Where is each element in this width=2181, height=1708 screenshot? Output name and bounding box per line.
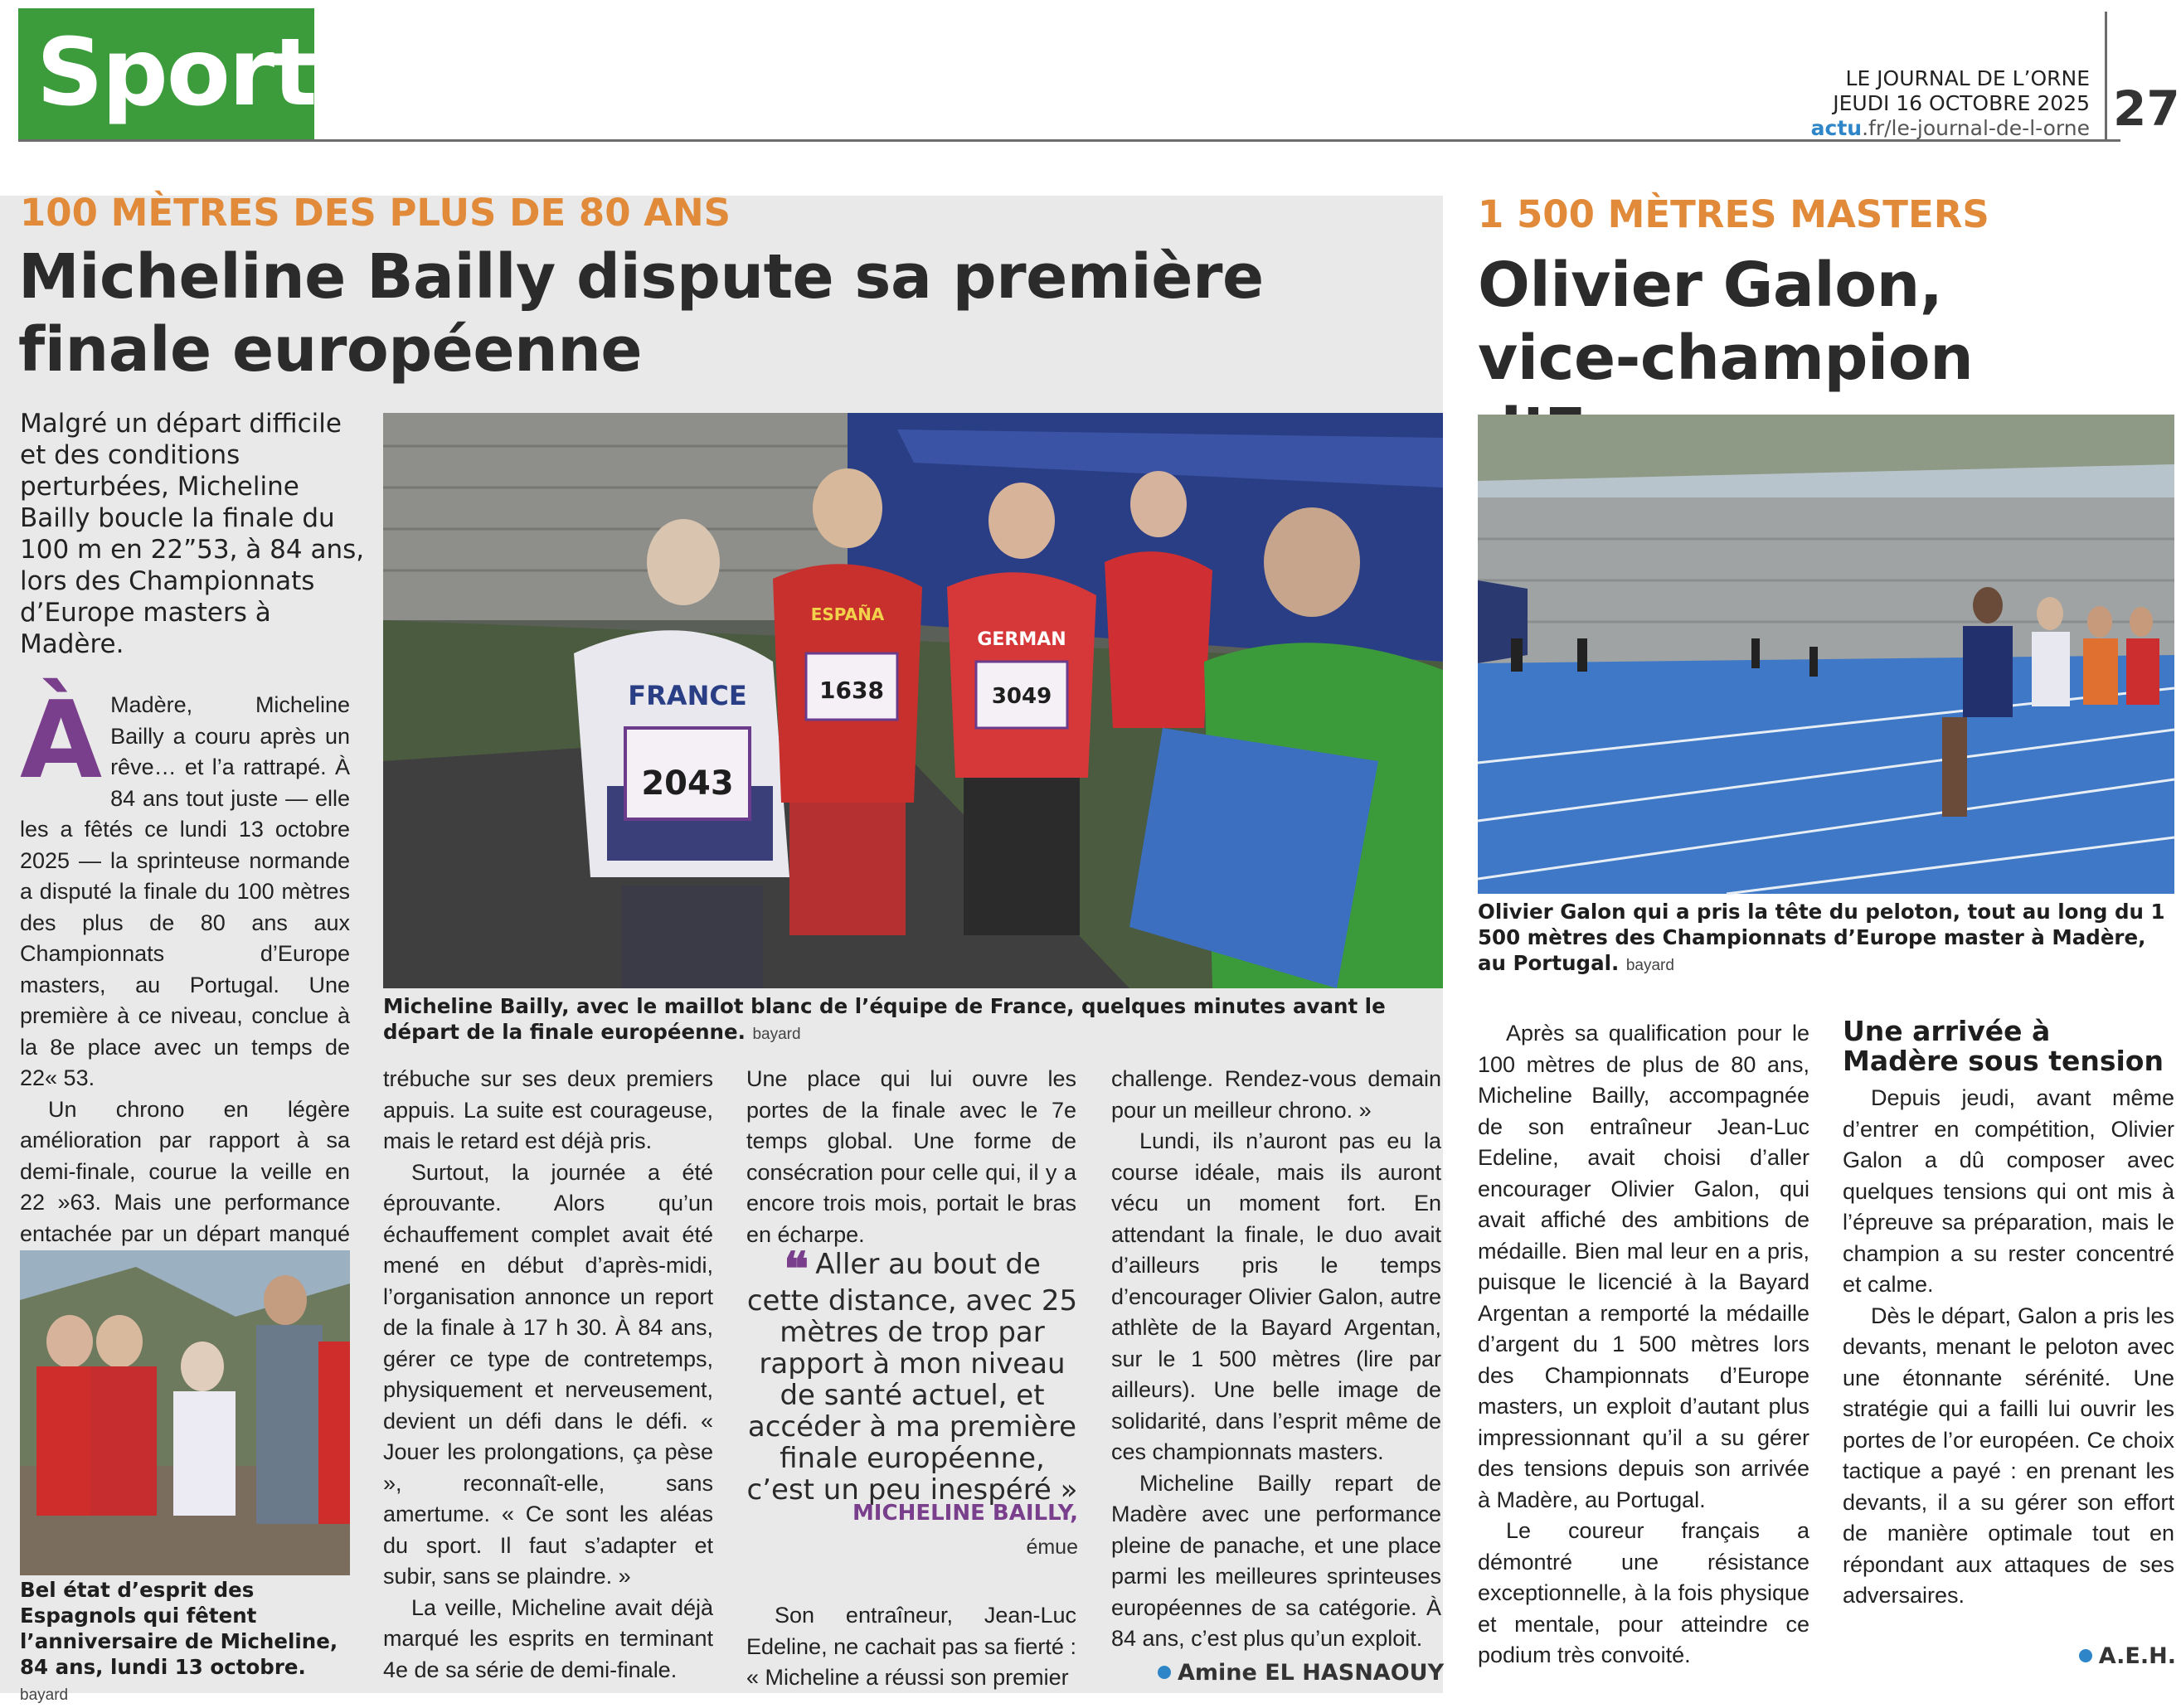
- main-caption-text: Micheline Bailly, avec le maillot blanc de l’équipe de France, quelques minutes avant le départ de la finale européenne.: [383, 994, 1386, 1044]
- col-c-paragraph-1: Une place qui lui ouvre les portes de la finale avec le 7e temps global. Une forme de consécration pour celle qui, il y a encore trois mois, portait le bras en écharpe.: [746, 1066, 1076, 1247]
- header-divider: [18, 139, 2120, 142]
- col-d-paragraph-3: Micheline Bailly repart de Madère avec une performance pleine de panache, et une place parmi les meilleures sprinteuses européennes de sa catégorie. À 84 ans, c’est plus qu’un exploit.: [1111, 1470, 1441, 1651]
- right-headline-line1: Olivier Galon,: [1478, 250, 1943, 321]
- jersey-label-france: FRANCE: [628, 680, 747, 711]
- right-headline-line2: vice-champion: [1478, 323, 1974, 394]
- left-column-c: [746, 1064, 1076, 1250]
- left-lead-paragraph: Malgré un départ difficile et des conditions perturbées, Micheline Bailly boucle la finale du 100 m en 22”53, à 84 ans, lors des Championnats d’Europe masters à Madère.: [20, 409, 365, 659]
- left-column-a: [20, 679, 350, 1281]
- main-photo-illustration: [383, 413, 1443, 988]
- col-d-paragraph-2: Lundi, ils n’auront pas eu la course idéale, mais ils auront vécu un moment fort. En attendant la finale, le duo avait d’ailleurs pris le temps d’encourager Olivier Galon, autre athlète de la Bayard Argentan, sur le 1 500 mètres (lire par ailleurs). Une belle image de solidarité, dans l’esprit même de ces championnats masters.: [1111, 1128, 1441, 1464]
- right-photo-caption: [1478, 899, 2174, 978]
- col-c-paragraph-2: Son entraîneur, Jean-Luc Edeline, ne cachait pas sa fierté : « Micheline a réussi son premier: [746, 1603, 1076, 1690]
- site-url[interactable]: [1811, 116, 2090, 141]
- right-photo: [1478, 415, 2174, 894]
- col-b-paragraph-1: trébuche sur ses deux premiers appuis. La suite est courageuse, mais le retard est déjà pris.: [383, 1066, 713, 1153]
- main-photo-caption: [383, 993, 1428, 1047]
- masthead: [1811, 66, 2090, 141]
- right-column-e: [1478, 1018, 1809, 1672]
- bib-number-3: 3049: [991, 684, 1052, 709]
- byline-bullet-icon: [1158, 1666, 1171, 1679]
- bib-number-2: 1638: [819, 677, 884, 704]
- pull-quote-author: MICHELINE BAILLY,: [852, 1501, 1078, 1526]
- left-column-c-end: [746, 1600, 1076, 1694]
- small-photo-caption: [20, 1577, 360, 1708]
- jersey-label-spain: ESPAÑA: [810, 604, 885, 624]
- right-kicker: 1 500 MÈTRES MASTERS: [1478, 192, 1989, 236]
- small-photo-illustration: [20, 1250, 350, 1575]
- left-byline-name: Amine EL HASNAOUY: [1178, 1660, 1445, 1686]
- right-subheading: Une arrivée à Madère sous tension: [1843, 1015, 2164, 1077]
- quote-mark-icon: ❝: [784, 1242, 809, 1297]
- site-path: .fr/le-journal-de-l-orne: [1862, 116, 2090, 140]
- small-caption-text: Bel état d’esprit des Espagnols qui fêtent l’anniversaire de Micheline, 84 ans, lundi 13 octobre.: [20, 1578, 338, 1679]
- bib-number-main: 2043: [641, 764, 734, 803]
- col-f-paragraph-2: Dès le départ, Galon a pris les devants, menant le peloton avec une étonnante sérénité. Une stratégie qui a failli lui ouvrir les portes de l’or européen. Ce choix tactique a payé : en prenant les devants, il a su gérer son effort de manière optimale tout en répondant aux attaques de ses adversaires.: [1843, 1303, 2174, 1608]
- jersey-label-germany: GERMAN: [977, 629, 1066, 650]
- col-b-paragraph-2: Surtout, la journée a été éprouvante. Alors qu’un échauffement complet avait été mené en début d’après-midi, l’organisation annonce un report de la finale à 17 h 30. À 84 ans, gérer ce type de contretemps, physiquement et nerveusement, devient un défi dans le défi. « Jouer les prolongations, ça pèse », reconnaît-elle, sans amertume. « Ce sont les aléas du sport. Il faut s’adapter et subir, sans se plaindre. »: [383, 1159, 713, 1589]
- page-number: 27: [2113, 80, 2180, 137]
- right-byline-name: A.E.H.: [2098, 1643, 2176, 1669]
- col-e-paragraph-2: Le coureur français a démontré une résistance exceptionnelle, à la fois physique et mentale, pour atteindre ce podium très convoité.: [1478, 1518, 1809, 1667]
- col-d-paragraph-1: challenge. Rendez-vous demain pour un meilleur chrono. »: [1111, 1066, 1441, 1123]
- section-title: Sport: [36, 19, 316, 127]
- byline-bullet-icon: [2079, 1649, 2092, 1662]
- col-f-paragraph-1: Depuis jeudi, avant même d’entrer en compétition, Olivier Galon a dû composer avec quelques tensions qui ont mis à l’épreuve sa préparation, mais le champion a su rester concentré et calme.: [1843, 1085, 2174, 1297]
- col-e-paragraph-1: Après sa qualification pour le 100 mètres de plus de 80 ans, Micheline Bailly, accompagnée de son entraîneur Jean-Luc Edeline, avait choisi d’aller encourager Olivier Galon, qui avait affiché des ambitions de médaille. Bien mal leur en a pris, puisque le licencié à la Bayard Argentan a remporté la médaille d’argent du 1 500 mètres lors des Championnats d’Europe masters, un exploit d’autant plus impressionnant qu’il a su gérer des tensions depuis son arrivée à Madère, au Portugal.: [1478, 1021, 1809, 1512]
- pull-quote-text: Aller au bout de cette distance, avec 25 mètres de trop par rapport à mon niveau de santé actuel, et accéder à ma première finale européenne, c’est un peu inespéré »: [746, 1248, 1078, 1507]
- right-column-f: [1843, 1083, 2174, 1612]
- left-column-d: [1111, 1064, 1441, 1655]
- left-kicker: 100 MÈTRES DES PLUS DE 80 ANS: [20, 191, 731, 235]
- small-photo-credit: bayard: [20, 1686, 69, 1704]
- folio-divider: [2105, 12, 2107, 142]
- left-column-b: [383, 1064, 713, 1686]
- small-photo: [20, 1250, 350, 1575]
- left-byline: [1158, 1660, 1445, 1686]
- left-headline-line2: finale européenne: [18, 314, 643, 386]
- left-headline-line1: Micheline Bailly dispute sa première: [18, 241, 1264, 313]
- right-photo-credit: bayard: [1625, 957, 1674, 974]
- right-photo-illustration: [1478, 415, 2174, 894]
- col-b-paragraph-3: La veille, Micheline avait déjà marqué les esprits en terminant 4e de sa série de demi-finale.: [383, 1594, 713, 1682]
- main-photo: [383, 413, 1443, 988]
- col-a-paragraph-2: Un chrono en légère amélioration par rapport à sa demi-finale, courue la veille en 22 »63. Mais une performance entachée par un départ manqué: [20, 1096, 350, 1246]
- newspaper-name: LE JOURNAL DE L’ORNE: [1845, 66, 2090, 90]
- pull-quote: [746, 1242, 1078, 1507]
- right-byline: [2068, 1643, 2176, 1669]
- pull-quote-role: émue: [1026, 1536, 1078, 1559]
- site-domain: actu: [1810, 116, 1863, 140]
- main-photo-credit: bayard: [752, 1026, 801, 1043]
- col-a-paragraph-1: Madère, Micheline Bailly a couru après un rêve… et l’a rattrapé. À 84 ans tout juste — elle les a fêtés ce lundi 13 octobre 2025 — la sprinteuse normande a disputé la finale du 100 mètres des plus de 80 ans aux Championnats d’Europe masters, au Portugal. Une première à ce niveau, conclue à la 8e place avec un temps de 22« 53.: [20, 692, 350, 1090]
- issue-date: JEUDI 16 OCTOBRE 2025: [1833, 91, 2090, 115]
- right-caption-text: Olivier Galon qui a pris la tête du peloton, tout au long du 1 500 mètres des Championnats d’Europe master à Madère, au Portugal.: [1478, 900, 2165, 975]
- section-tag: [18, 8, 314, 139]
- drop-cap: À: [20, 679, 103, 803]
- left-headline: [18, 240, 1420, 386]
